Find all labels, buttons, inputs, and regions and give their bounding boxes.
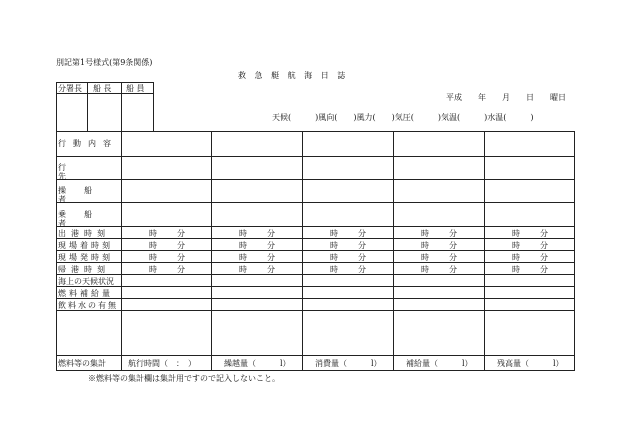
- time-minute-unit: 分: [540, 229, 548, 238]
- time-hour-unit: 時: [330, 253, 338, 262]
- summary-label: 燃料等の集計: [58, 359, 106, 368]
- time-hour-unit: 時: [239, 229, 247, 238]
- row-label-fuel-supply-text: 燃料補給量: [58, 289, 113, 298]
- col-line-4: [484, 131, 485, 371]
- row-line-5: [56, 238, 575, 239]
- col-line-1: [211, 131, 212, 371]
- row-line-8: [56, 274, 575, 275]
- time-minute-unit: 分: [177, 241, 185, 250]
- row-label-sea-weather-text: 海上の天候状況: [58, 277, 114, 286]
- time-hour-unit: 時: [330, 229, 338, 238]
- row-label-return: [58, 265, 120, 274]
- time-minute-unit: 分: [177, 253, 185, 262]
- time-hour-unit: 時: [512, 229, 520, 238]
- time-minute-unit: 分: [358, 253, 366, 262]
- row-line-1: [56, 156, 575, 157]
- row-label-passengers: [58, 210, 120, 228]
- page-title: 救 急 艇 航 海 日 誌: [238, 71, 349, 80]
- row-label-arrival-scene-text: 現場着時刻: [58, 241, 113, 250]
- row-label-destination-text: 行先: [58, 163, 106, 181]
- row-label-activity-text: 行動内容: [58, 139, 118, 148]
- approval-col-captain: 船 長: [93, 84, 112, 93]
- time-minute-unit: 分: [449, 253, 457, 262]
- time-hour-unit: 時: [421, 253, 429, 262]
- logbook-table: [56, 131, 575, 371]
- row-label-water: [58, 301, 120, 310]
- row-line-12: [56, 355, 575, 356]
- row-label-fuel-supply: [58, 289, 120, 298]
- time-minute-unit: 分: [267, 229, 275, 238]
- row-line-2: [56, 179, 575, 180]
- time-hour-unit: 時: [330, 241, 338, 250]
- row-label-water-text: 飲料水の有無: [58, 301, 118, 310]
- approval-header-line: [56, 93, 154, 94]
- time-minute-unit: 分: [358, 229, 366, 238]
- approval-col-chief: 分署長: [58, 84, 82, 93]
- date-line: 平成 年 月 日 曜日: [446, 93, 566, 102]
- weather-line: 天候( )風向( )風力( )気圧( )気温( )水温( ): [272, 113, 534, 122]
- row-label-operator-text: 操船者: [58, 186, 110, 204]
- summary-balance: 残高量（ l）: [497, 359, 564, 368]
- time-minute-unit: 分: [177, 229, 185, 238]
- time-minute-unit: 分: [540, 265, 548, 274]
- col-line-2: [302, 131, 303, 371]
- time-hour-unit: 時: [149, 253, 157, 262]
- row-line-10: [56, 298, 575, 299]
- col-line-label: [121, 131, 122, 371]
- time-minute-unit: 分: [449, 241, 457, 250]
- time-minute-unit: 分: [358, 265, 366, 274]
- summary-replenish: 補給量（ l）: [406, 359, 473, 368]
- time-hour-unit: 時: [421, 241, 429, 250]
- time-minute-unit: 分: [449, 229, 457, 238]
- row-line-7: [56, 262, 575, 263]
- time-hour-unit: 時: [149, 229, 157, 238]
- row-label-departure: [58, 229, 120, 238]
- time-hour-unit: 時: [330, 265, 338, 274]
- row-label-depart-scene-text: 現場発時刻: [58, 253, 113, 262]
- row-label-operator: [58, 186, 120, 204]
- time-hour-unit: 時: [512, 265, 520, 274]
- time-minute-unit: 分: [267, 253, 275, 262]
- approval-divider-1: [87, 82, 88, 132]
- time-minute-unit: 分: [267, 265, 275, 274]
- time-minute-unit: 分: [267, 241, 275, 250]
- time-hour-unit: 時: [239, 265, 247, 274]
- time-hour-unit: 時: [421, 265, 429, 274]
- summary-carryover: 繰越量（ l）: [224, 359, 291, 368]
- row-label-arrival-scene: [58, 241, 120, 250]
- row-label-departure-text: 出港時刻: [58, 229, 110, 238]
- approval-divider-2: [121, 82, 122, 132]
- time-minute-unit: 分: [540, 241, 548, 250]
- time-hour-unit: 時: [149, 265, 157, 274]
- time-hour-unit: 時: [149, 241, 157, 250]
- row-label-passengers-text: 乗船者: [58, 210, 110, 228]
- chief-seal-field[interactable]: [58, 95, 86, 130]
- row-line-3: [56, 202, 575, 203]
- time-minute-unit: 分: [177, 265, 185, 274]
- time-hour-unit: 時: [512, 253, 520, 262]
- row-line-6: [56, 250, 575, 251]
- row-label-sea-weather: [58, 277, 120, 286]
- row-line-4: [56, 226, 575, 227]
- footnote: ※燃料等の集計欄は集計用ですので記入しないこと。: [88, 374, 280, 383]
- time-hour-unit: 時: [239, 253, 247, 262]
- row-label-return-text: 帰港時刻: [58, 265, 110, 274]
- summary-sail-time: 航行時間（ ： ）: [128, 359, 196, 368]
- row-line-11: [56, 310, 575, 311]
- time-minute-unit: 分: [358, 241, 366, 250]
- time-hour-unit: 時: [421, 229, 429, 238]
- row-label-activity: [58, 139, 120, 148]
- time-hour-unit: 時: [239, 241, 247, 250]
- summary-consumption: 消費量（ l）: [315, 359, 382, 368]
- row-line-9: [56, 286, 575, 287]
- col-line-3: [393, 131, 394, 371]
- time-minute-unit: 分: [449, 265, 457, 274]
- crew-seal-field[interactable]: [123, 95, 152, 130]
- form-reference: 別記第1号様式(第9条関係): [56, 58, 153, 67]
- row-label-destination: [58, 163, 120, 181]
- time-hour-unit: 時: [512, 241, 520, 250]
- captain-seal-field[interactable]: [89, 95, 119, 130]
- time-minute-unit: 分: [540, 253, 548, 262]
- approval-col-crew: 船 員: [126, 84, 145, 93]
- row-label-depart-scene: [58, 253, 120, 262]
